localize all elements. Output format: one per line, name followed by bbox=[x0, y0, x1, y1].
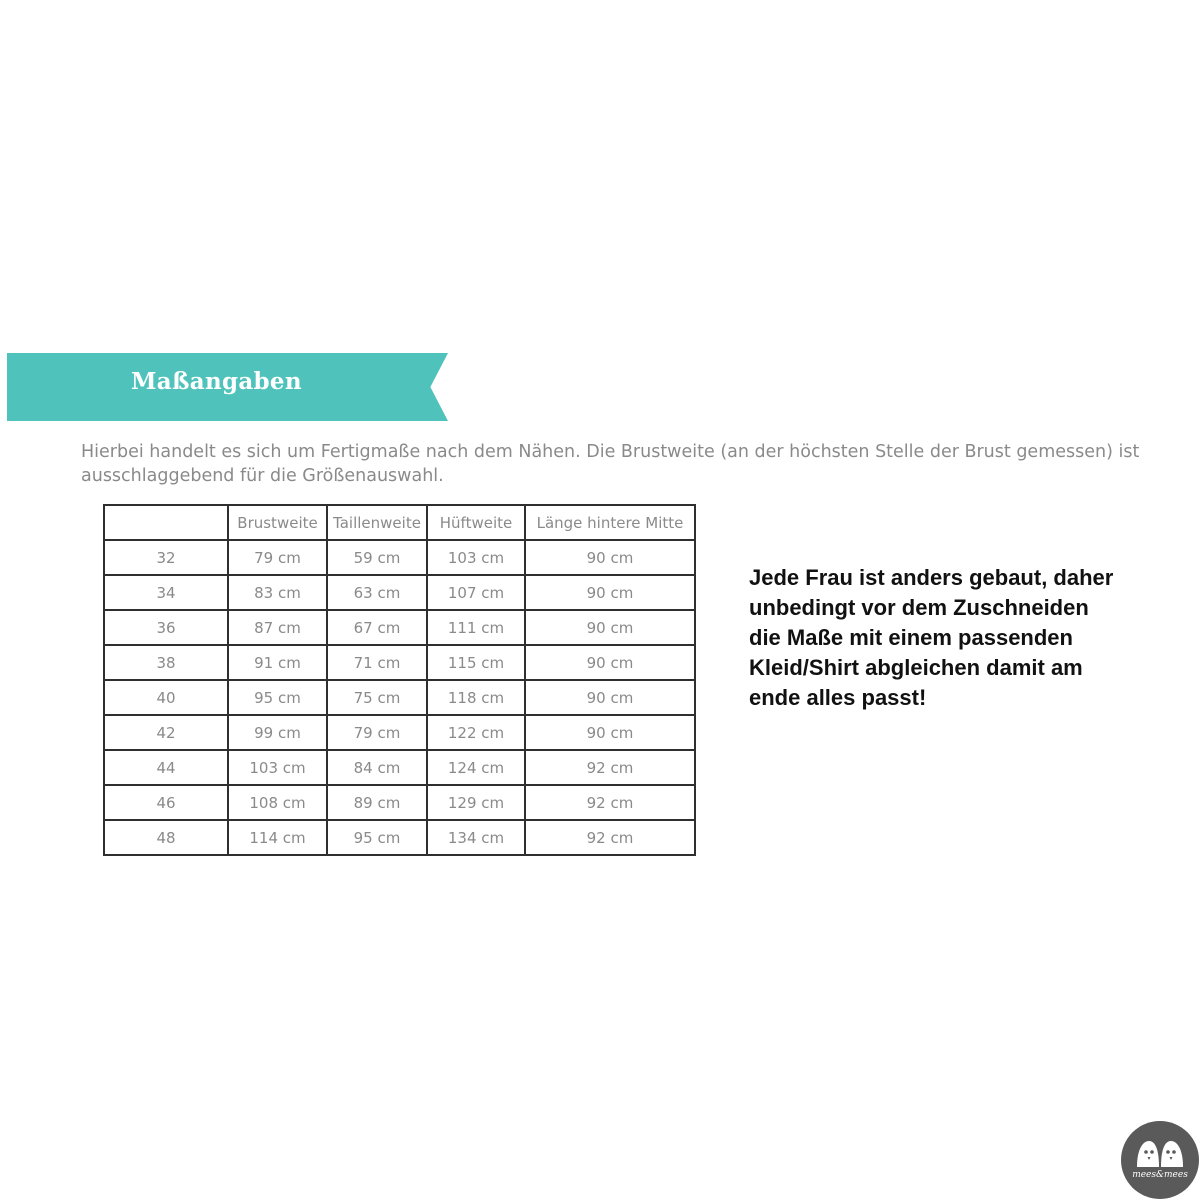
cell-taillenweite: 95 cm bbox=[327, 820, 427, 855]
cell-laenge: 90 cm bbox=[525, 715, 695, 750]
table-row bbox=[104, 540, 695, 575]
logo-text: mees&mees bbox=[1132, 1170, 1188, 1180]
cell-size: 38 bbox=[104, 645, 228, 680]
cell-taillenweite: 67 cm bbox=[327, 610, 427, 645]
header-brustweite: Brustweite bbox=[228, 505, 327, 540]
cell-hueftweite: 107 cm bbox=[427, 575, 525, 610]
cell-laenge: 90 cm bbox=[525, 645, 695, 680]
cell-size: 46 bbox=[104, 785, 228, 820]
cell-brustweite: 91 cm bbox=[228, 645, 327, 680]
note-line-2: unbedingt vor dem Zuschneiden bbox=[749, 595, 1089, 620]
cell-size: 48 bbox=[104, 820, 228, 855]
cell-taillenweite: 84 cm bbox=[327, 750, 427, 785]
cell-laenge: 92 cm bbox=[525, 820, 695, 855]
intro-line-1: Hierbei handelt es sich um Fertigmaße nach dem Nähen. Die Brustweite (an der höchsten Stelle der Brust gemessen) ist bbox=[81, 442, 1140, 462]
cell-size: 34 bbox=[104, 575, 228, 610]
table-row bbox=[104, 750, 695, 785]
cell-laenge: 90 cm bbox=[525, 540, 695, 575]
cell-laenge: 90 cm bbox=[525, 575, 695, 610]
cell-size: 40 bbox=[104, 680, 228, 715]
note-line-1: Jede Frau ist anders gebaut, daher bbox=[749, 565, 1114, 590]
two-birds-logo-icon bbox=[1121, 1121, 1199, 1199]
cell-hueftweite: 115 cm bbox=[427, 645, 525, 680]
note-line-3: die Maße mit einem passenden bbox=[749, 625, 1073, 650]
table-row bbox=[104, 680, 695, 715]
intro-line-2: ausschlaggebend für die Größenauswahl. bbox=[81, 466, 444, 486]
brand-logo bbox=[1121, 1121, 1199, 1199]
cell-hueftweite: 118 cm bbox=[427, 680, 525, 715]
header-hueftweite: Hüftweite bbox=[427, 505, 525, 540]
note-line-5: ende alles passt! bbox=[749, 685, 927, 710]
fit-note bbox=[749, 563, 1169, 713]
cell-brustweite: 87 cm bbox=[228, 610, 327, 645]
cell-brustweite: 79 cm bbox=[228, 540, 327, 575]
cell-taillenweite: 63 cm bbox=[327, 575, 427, 610]
cell-taillenweite: 79 cm bbox=[327, 715, 427, 750]
cell-taillenweite: 59 cm bbox=[327, 540, 427, 575]
cell-hueftweite: 124 cm bbox=[427, 750, 525, 785]
cell-laenge: 90 cm bbox=[525, 680, 695, 715]
header-laenge: Länge hintere Mitte bbox=[525, 505, 695, 540]
table-row bbox=[104, 645, 695, 680]
note-line-4: Kleid/Shirt abgleichen damit am bbox=[749, 655, 1083, 680]
header-taillenweite: Taillenweite bbox=[327, 505, 427, 540]
cell-taillenweite: 71 cm bbox=[327, 645, 427, 680]
cell-taillenweite: 89 cm bbox=[327, 785, 427, 820]
table-row bbox=[104, 785, 695, 820]
cell-laenge: 92 cm bbox=[525, 750, 695, 785]
header-size bbox=[104, 505, 228, 540]
cell-laenge: 90 cm bbox=[525, 610, 695, 645]
cell-brustweite: 114 cm bbox=[228, 820, 327, 855]
cell-size: 42 bbox=[104, 715, 228, 750]
table-row bbox=[104, 820, 695, 855]
size-table bbox=[103, 504, 696, 856]
table-row bbox=[104, 575, 695, 610]
cell-laenge: 92 cm bbox=[525, 785, 695, 820]
cell-size: 44 bbox=[104, 750, 228, 785]
table-row bbox=[104, 715, 695, 750]
cell-hueftweite: 129 cm bbox=[427, 785, 525, 820]
cell-size: 32 bbox=[104, 540, 228, 575]
table-header-row bbox=[104, 505, 695, 540]
cell-brustweite: 83 cm bbox=[228, 575, 327, 610]
cell-brustweite: 103 cm bbox=[228, 750, 327, 785]
cell-brustweite: 95 cm bbox=[228, 680, 327, 715]
cell-brustweite: 99 cm bbox=[228, 715, 327, 750]
cell-brustweite: 108 cm bbox=[228, 785, 327, 820]
cell-taillenweite: 75 cm bbox=[327, 680, 427, 715]
cell-hueftweite: 103 cm bbox=[427, 540, 525, 575]
cell-size: 36 bbox=[104, 610, 228, 645]
section-title: Maßangaben bbox=[131, 368, 302, 395]
cell-hueftweite: 111 cm bbox=[427, 610, 525, 645]
intro-text bbox=[81, 440, 1161, 488]
table-row bbox=[104, 610, 695, 645]
cell-hueftweite: 134 cm bbox=[427, 820, 525, 855]
cell-hueftweite: 122 cm bbox=[427, 715, 525, 750]
